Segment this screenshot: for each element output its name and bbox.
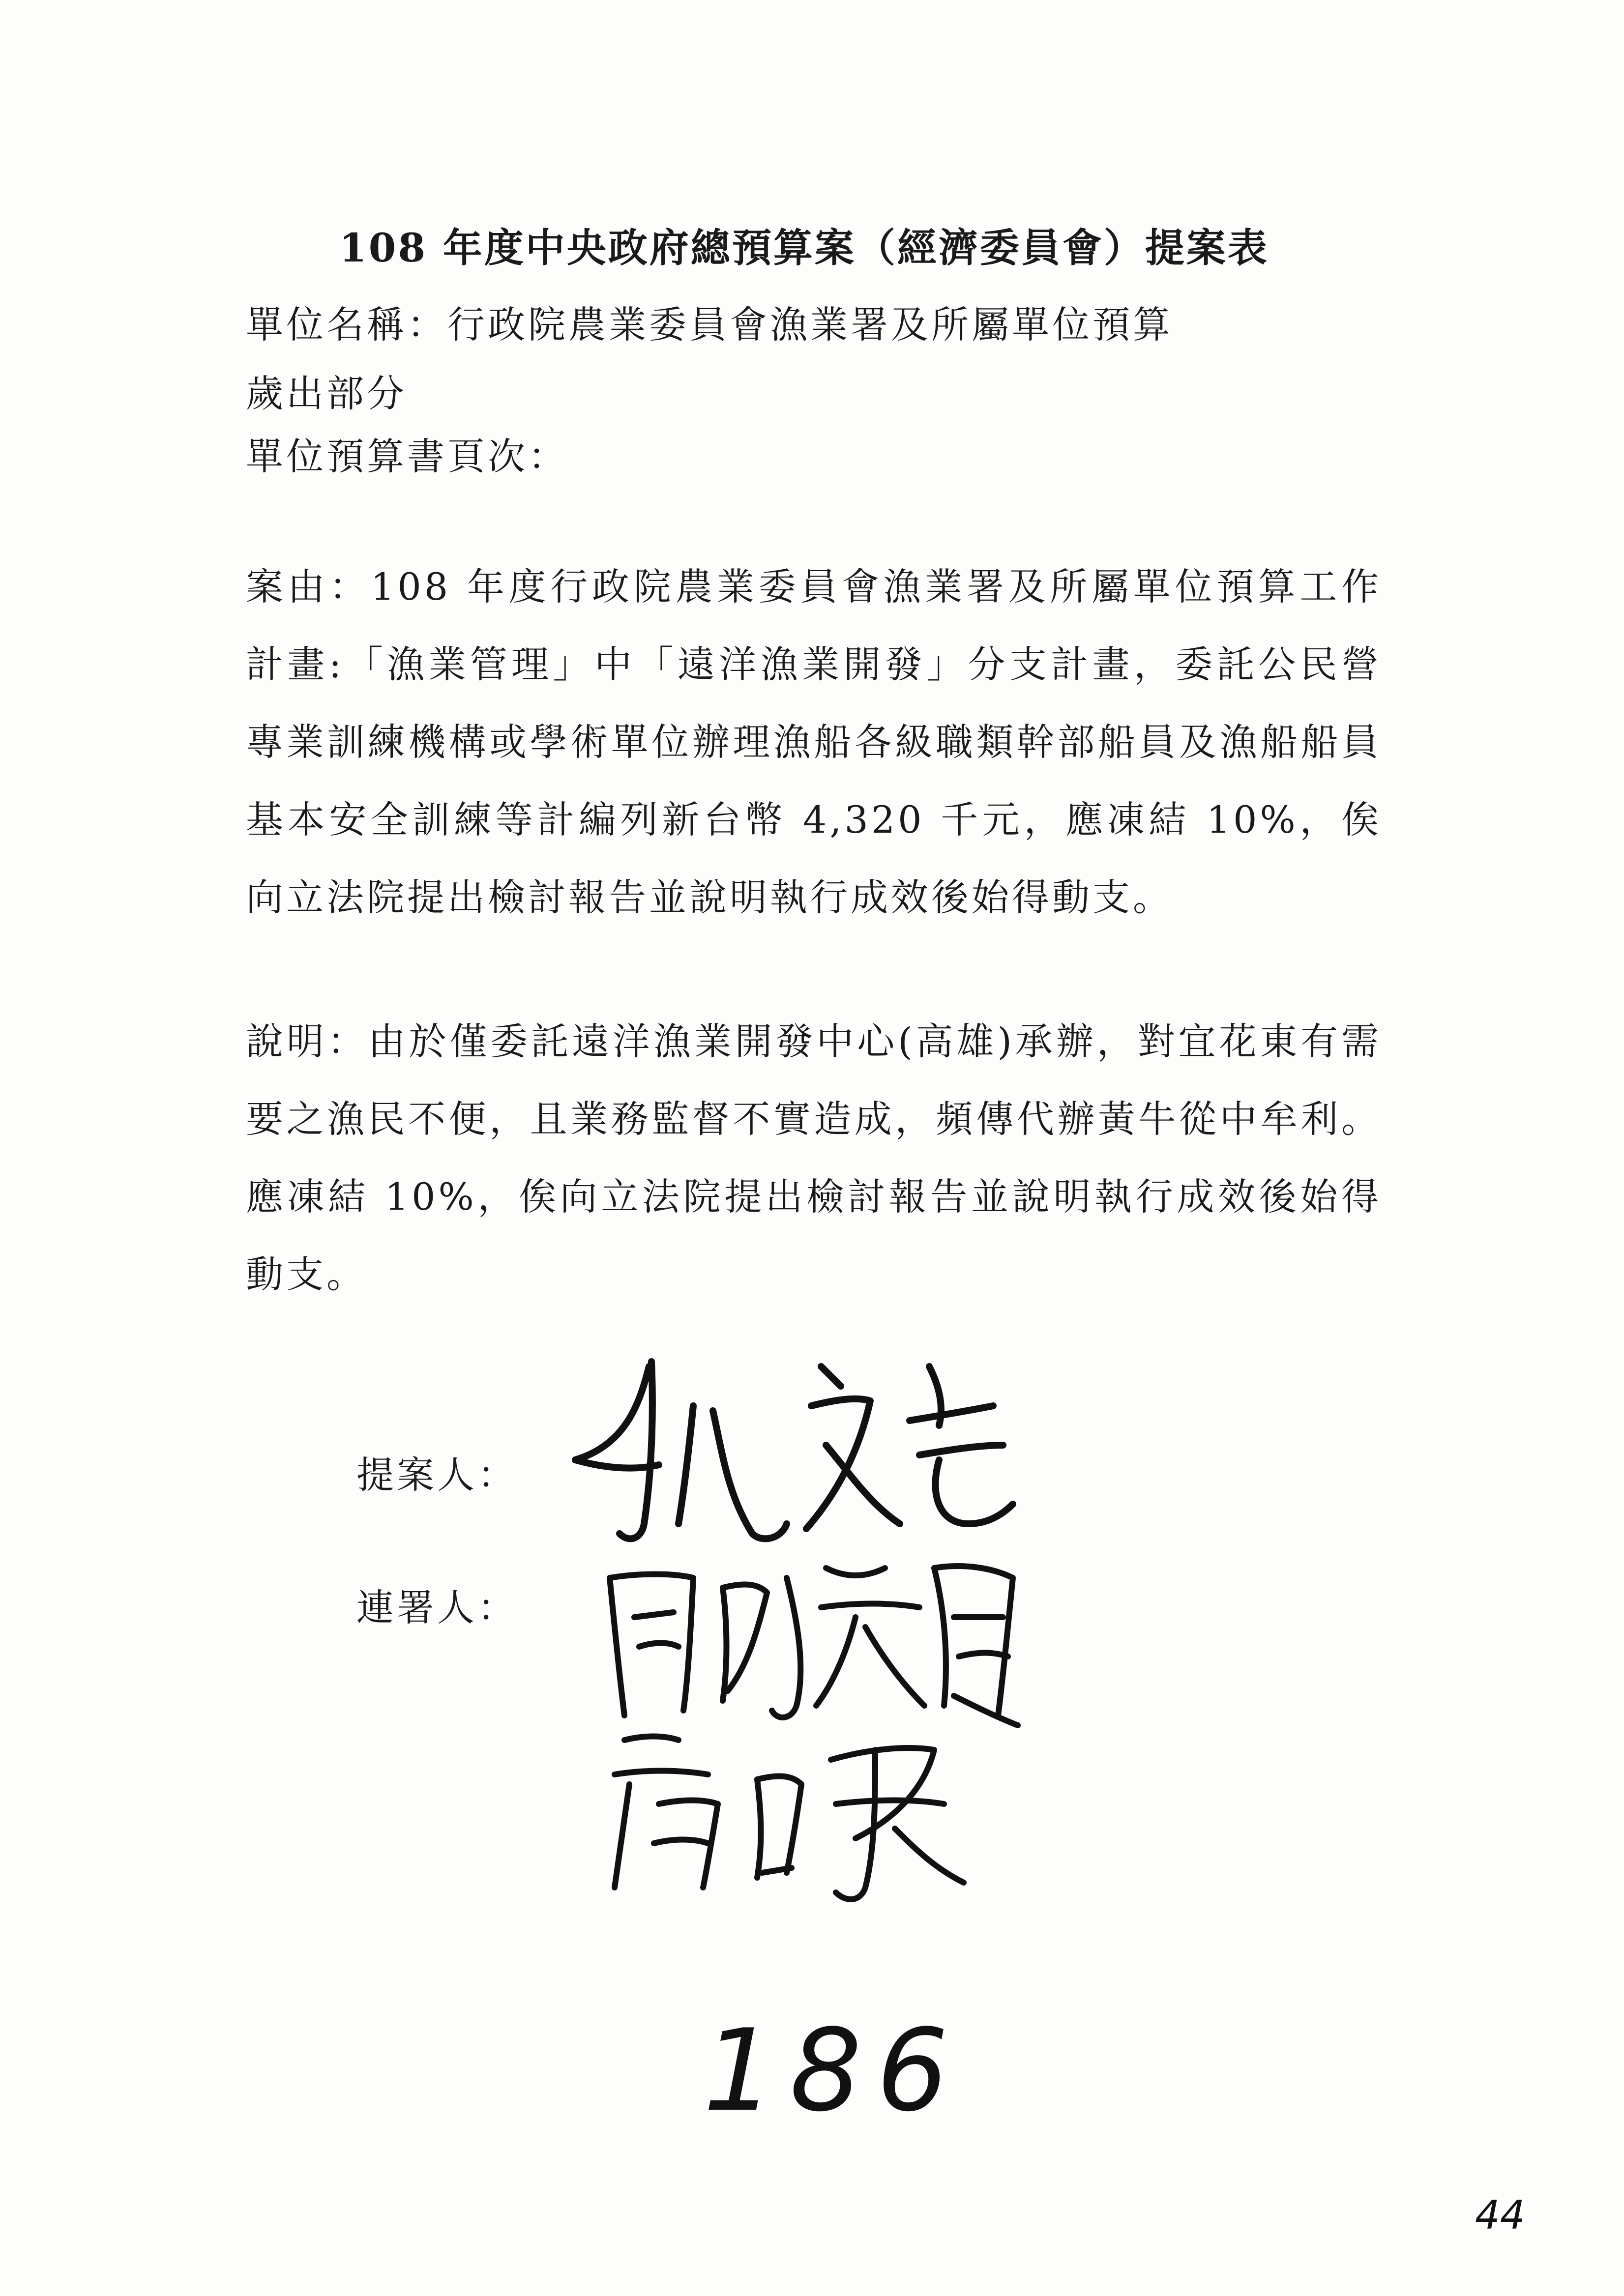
page-reference: 單位預算書頁次： — [246, 435, 568, 478]
unit-name: 單位名稱：行政院農業委員會漁業署及所屬單位預算 — [246, 303, 1173, 347]
case-paragraph: 案由：108 年度行政院農業委員會漁業署及所屬單位預算工作計畫:「漁業管理」中「遠洋漁業開發」分支計畫，委託公民營專業訓練機構或學術單位辦理漁船各級職類幹部船員及漁船船員基本安全訓練等計編列新台幣 4,320 千元，應凍結 10%，俟向立法院提出檢討報告並說明執行成效後始得動支。 — [246, 565, 1382, 919]
explanation-paragraph: 說明：由於僅委託遠洋漁業開發中心(高雄)承辦，對宜花東有需要之漁民不便，且業務監督不實造成，頻傳代辦黃牛從中牟利。應凍結 10%，俟向立法院提出檢討報告並說明執行成效後始得動支。 — [246, 1019, 1382, 1296]
cosigner-signature-2 — [600, 1720, 993, 1907]
page-number: 44 — [1475, 2192, 1525, 2238]
document-title: 108 年度中央政府總預算案（經濟委員會）提案表 — [339, 225, 1269, 271]
cosigner-signature-1 — [600, 1548, 1042, 1735]
proposer-label: 提案人： — [356, 1453, 518, 1497]
proposer-signature — [565, 1347, 1057, 1563]
handwritten-number: 186 — [703, 2005, 963, 2137]
section-label: 歲出部分 — [246, 372, 407, 415]
cosigner-label: 連署人： — [356, 1586, 518, 1629]
